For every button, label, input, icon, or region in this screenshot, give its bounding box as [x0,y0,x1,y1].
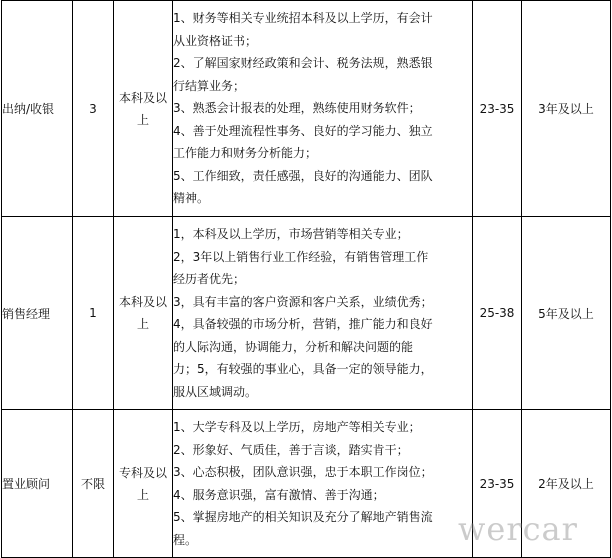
requirement-line: 4、服务意识强，富有激情、善于沟通； [173,487,385,502]
watermark: wercar [458,510,578,548]
requirement-line: 2、形象好、气质佳，善于言谈，踏实肯干； [173,442,409,457]
requirement-line: 3、心态积极，团队意识强，忠于本职工作岗位； [173,465,433,479]
headcount-cell: 3 [73,1,114,217]
age-range-cell: 25-38 [473,217,522,410]
requirement-line: 5、掌握房地产的相关知识及充分了解地产销售流 [173,510,433,524]
requirement-line: 5、工作细致，责任感强，良好的沟通能力、团队 [173,168,433,183]
requirement-line: 力；5，有较强的事业心，具备一定的领导能力， [173,362,433,376]
requirement-line: 4，具备较强的市场分析，营销，推广能力和良好 [173,317,433,331]
requirement-line: 2，3年以上销售行业工作经验，有销售管理工作 [173,249,429,264]
job-title-cell: 出纳/收银 [2,1,73,217]
requirements-cell [173,1,473,217]
requirement-line: 1，本科及以上学历，市场营销等相关专业； [173,227,409,241]
experience-cell: 3年及以上 [522,1,611,217]
requirement-line: 经历者优先； [173,272,246,286]
requirements-cell [173,217,473,410]
headcount-cell: 1 [73,217,114,410]
requirement-line: 的人际沟通，协调能力，分析和解决问题的能 [173,339,414,354]
requirement-line: 工作能力和财务分析能力； [173,146,318,161]
table-row [2,1,611,217]
requirement-line: 行结算业务； [173,78,246,93]
requirement-line: 程。 [173,532,198,547]
age-range-cell: 23-35 [473,1,522,217]
age-range-cell: 23-35 [473,410,522,558]
experience-cell: 2年及以上 [522,410,611,558]
job-title-cell: 置业顾问 [2,410,73,558]
table-row [2,217,611,410]
requirement-line: 服从区域调动。 [173,384,258,399]
job-listing-body [2,1,611,558]
education-cell: 本科及以上 [114,217,173,410]
requirement-line: 2、了解国家财经政策和会计、税务法规，熟悉银 [173,56,433,71]
requirement-line: 3，具有丰富的客户资源和客户关系，业绩优秀； [173,294,433,309]
requirement-line: 精神。 [173,191,210,206]
requirement-line: 从业资格证书； [173,33,258,48]
requirement-line: 3、熟悉会计报表的处理，熟练使用财务软件； [173,101,421,116]
requirement-line: 1、财务等相关专业统招本科及以上学历，有会计 [173,11,433,26]
education-cell: 本科及以上 [114,1,173,217]
job-title-cell: 销售经理 [2,217,73,410]
job-listing-table [1,0,611,558]
requirement-line: 4、善于处理流程性事务、良好的学习能力、独立 [173,123,433,138]
requirements-cell [173,410,473,558]
experience-cell: 5年及以上 [522,217,611,410]
headcount-cell: 不限 [73,410,114,558]
education-cell: 专科及以上 [114,410,173,558]
requirement-line: 1、大学专科及以上学历，房地产等相关专业； [173,420,421,434]
